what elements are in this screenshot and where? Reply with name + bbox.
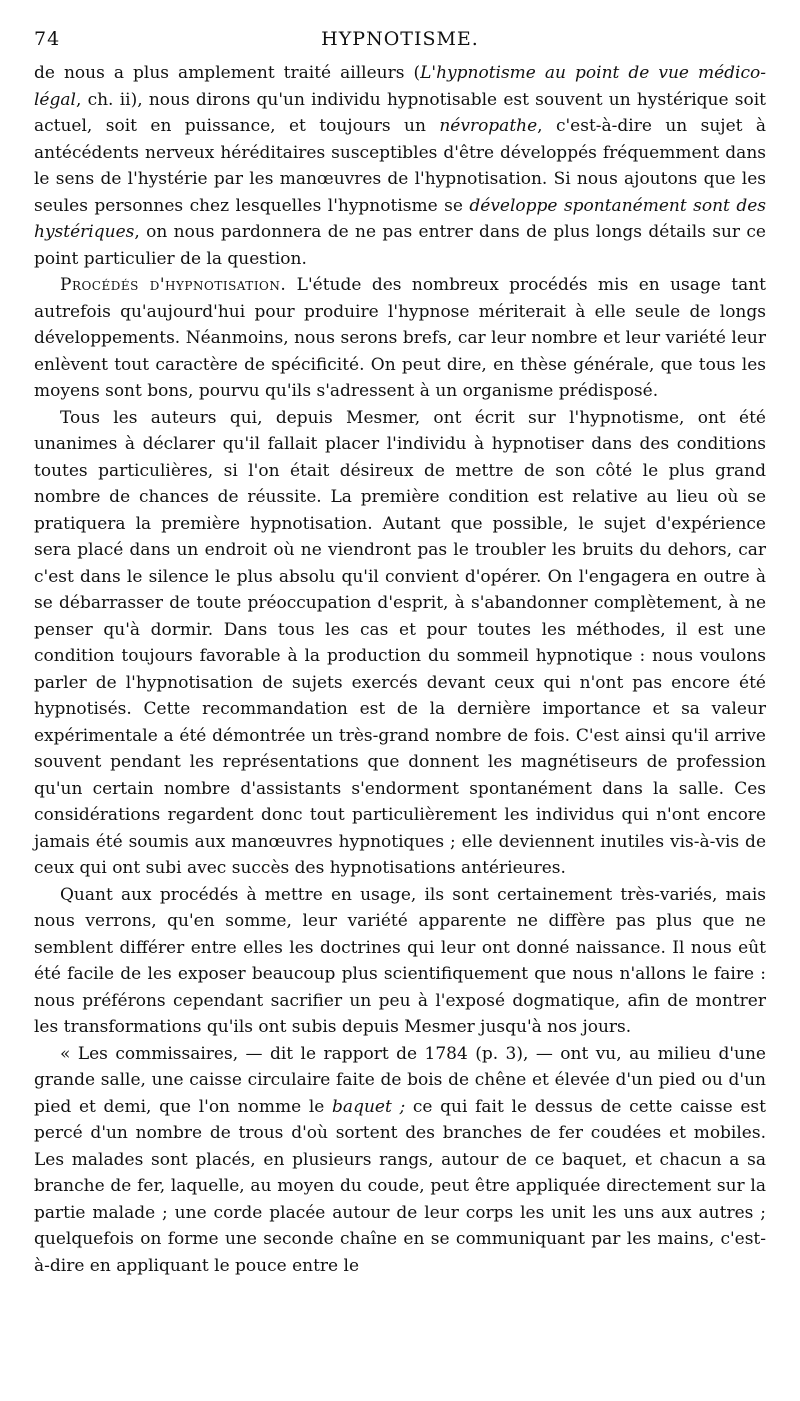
body-text: [34, 60, 766, 1279]
text-run: , ch. ii), nous dirons qu'un individu hypnotisable est souvent un hystérique soit actuel, soit en puissance, et toujours un: [34, 89, 766, 136]
text-run: de nous a plus amplement traité ailleurs (: [34, 63, 421, 83]
paragraph: [34, 882, 766, 1041]
text-run: Quant aux procédés à mettre en usage, ils sont certainement très-variés, mais nous verrons, qu'en somme, leur variété apparente ne diffère pas plus que ne semblent différer entre elles les doctrines qui leur ont donné naissance. Il nous eût été facile de les exposer beaucoup plus scientifiquement que nous n'allons le faire : nous préférons cependant sacrifier un peu à l'exposé dogmatique, afin de montrer les transformations qu'ils ont subis depuis Mesmer jusqu'à nos jours.: [34, 884, 766, 1037]
text-run: Tous les auteurs qui, depuis Mesmer, ont écrit sur l'hypnotisme, ont été unanimes à déclarer qu'il fallait placer l'individu à hypnotiser dans des conditions toutes particulières, si l'on était désireux de mettre de son côté le plus grand nombre de chances de réussite. La première condition est relative au lieu où se pratiquera la première hypnotisation. Autant que possible, le sujet d'expérience sera placé dans un endroit où ne viendront pas le troubler les bruits du dehors, car c'est dans le silence le plus absolu qu'il convient d'opérer. On l'engagera en outre à se débarrasser de toute préoccupation d'esprit, à s'abandonner complètement, à ne penser qu'à dormir. Dans tous les cas et pour toutes les méthodes, il est une condition toujours favorable à la production du sommeil hypnotique : nous voulons parler de l'hypnotisation de sujets exercés devant ceux qui n'ont pas encore été hypnotisés. Cette recommandation est de la dernière importance et sa valeur expérimentale a été démontrée un très-grand nombre de fois. C'est ainsi qu'il arrive souvent pendant les représentations que donnent les magnétiseurs de profession qu'un certain nombre d'assistants s'endorment spontanément dans la salle. Ces considérations regardent donc tout particulièrement les individus qui n'ont encore jamais été soumis aux manœuvres hypnotiques ; elle deviennent inutiles vis-à-vis de ceux qui ont subi avec succès des hypnotisations antérieures.: [34, 407, 766, 878]
italic-text: L'hypnotisme au point de vue médico-légal: [34, 63, 766, 110]
paragraph: [34, 60, 766, 272]
italic-text: développe spontanément sont des hystériques: [34, 195, 766, 242]
italic-text: névropathe: [439, 116, 538, 136]
running-head: [34, 28, 766, 60]
italic-text: baquet ;: [332, 1096, 406, 1117]
section-heading: Procédés d'hypnotisation.: [60, 275, 287, 295]
paragraph: [34, 1041, 766, 1280]
text-run: ce qui fait le dessus de cette caisse est percé d'un nombre de trous d'où sortent des branches de fer coudées et mobiles. Les malades sont placés, en plusieurs rangs, autour de ce baquet, et chacun a sa branche de fer, laquelle, au moyen du coude, peut être appliquée directement sur la partie malade ; une corde placée autour de leur corps les unit les uns aux autres ; quelquefois on forme une seconde chaîne en se communiquant par les mains, c'est-à-dire en appliquant le pouce entre le: [34, 1096, 766, 1276]
text-run: , on nous pardonnera de ne pas entrer dans de plus longs détails sur ce point particulier de la question.: [34, 222, 766, 269]
text-run: L'étude des nombreux procédés mis en usage tant autrefois qu'aujourd'hui pour produire l'hypnose mériterait à elle seule de longs développements. Néanmoins, nous serons brefs, car leur nombre et leur variété leur enlèvent tout caractère de spécificité. On peut dire, en thèse générale, que tous les moyens sont bons, pourvu qu'ils s'adressent à un organisme prédisposé.: [34, 275, 766, 401]
running-title: HYPNOTISME.: [321, 28, 479, 50]
text-run: , c'est-à-dire un sujet à antécédents nerveux héréditaires susceptibles d'être développés fréquemment dans le sens de l'hystérie par les manœuvres de l'hypnotisation. Si nous ajoutons que les seules personnes chez lesquelles l'hypnotisme se: [34, 116, 767, 216]
paragraph: [34, 405, 766, 882]
text-run: « Les commissaires, — dit le rapport de 1784 (p. 3), — ont vu, au milieu d'une grande salle, une caisse circulaire faite de bois de chêne et élevée d'un pied ou d'un pied et demi, que l'on nomme le: [34, 1043, 766, 1117]
page-number: 74: [34, 28, 61, 50]
paragraph: [34, 272, 766, 405]
